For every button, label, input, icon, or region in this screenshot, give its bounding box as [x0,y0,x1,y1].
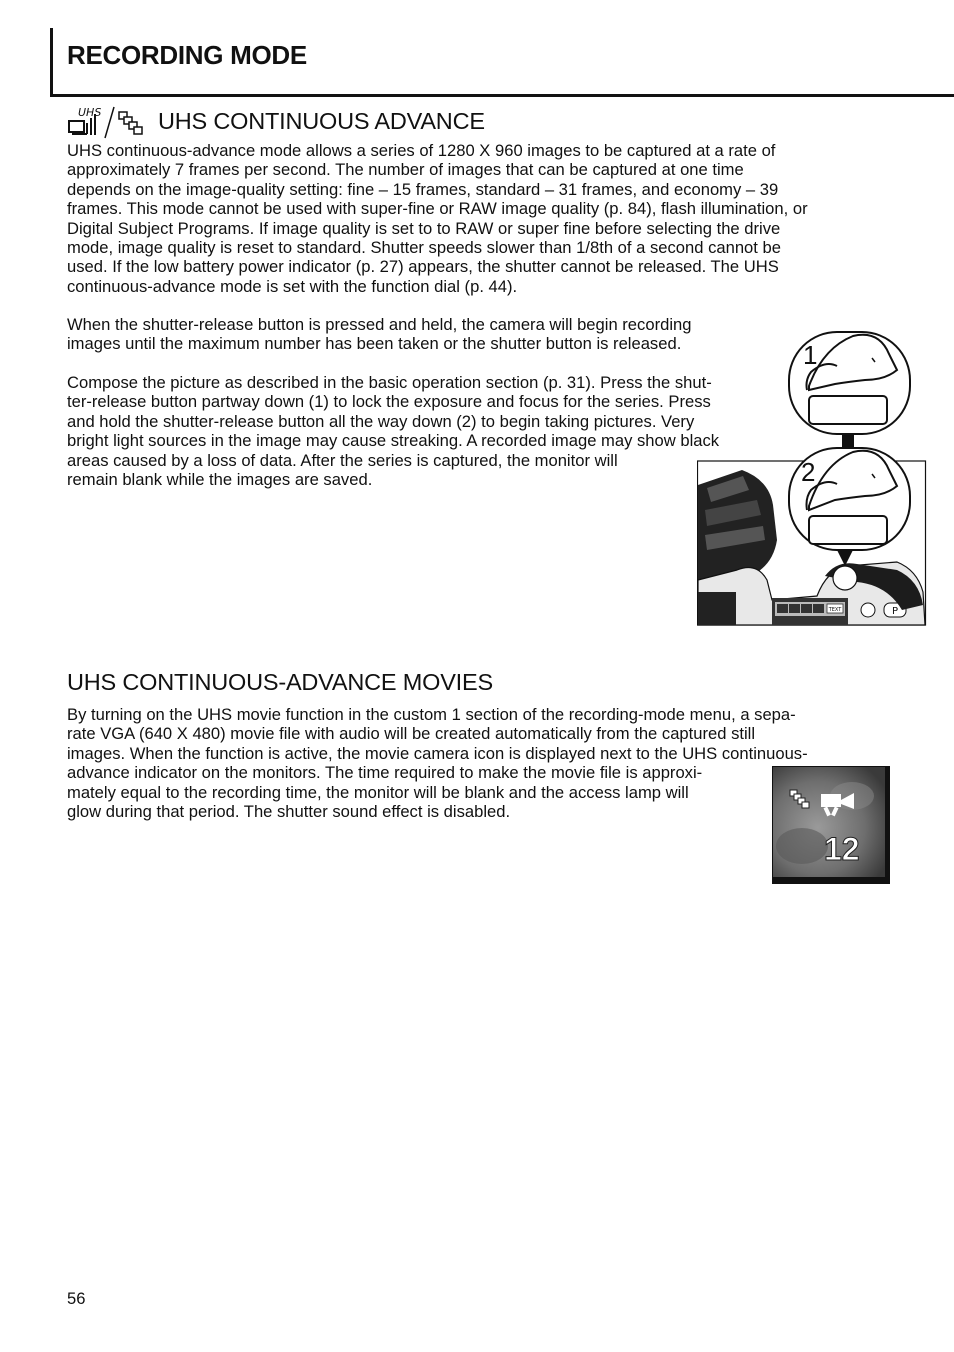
svg-text:P: P [891,606,899,617]
uhs-drive-mode-icon [67,104,149,140]
compose-picture-paragraph: Compose the picture as described in the basic operation section (p. 31). Press the shut- ter-release button partway down (1) to lock the exposure and focus for the series. Press and hold the shutter-release button all the way down (2) to begin taking pictures. Very bright light sources in the image may cause streaking. A recorded image may show black areas caused by a loss of data. After the series is captured, the monitor will remain blank while the images are saved. [67,373,720,490]
page-title: RECORDING MODE [67,40,307,70]
section-heading-uhs-continuous-advance: UHS CONTINUOUS ADVANCE [158,108,485,134]
monitor-display-thumbnail [772,766,890,884]
page-number: 56 [67,1289,86,1308]
svg-text:12: 12 [824,831,860,867]
svg-text:2: 2 [801,457,816,487]
svg-text:1: 1 [803,340,818,370]
uhs-movies-paragraph: By turning on the UHS movie function in the custom 1 section of the recording-mode menu, a sepa- rate VGA (640 X 480) movie file with audio will be created automatically from the captured still images. When the function is active, the movie camera icon is displayed next to the UHS continuous- advance indicator on the monitors. The time required to make the movie file is approxi- mately equal to the recording time, the monitor will be blank and the access lamp will glow during that period. The shutter sound effect is disabled. [67,705,808,822]
shutter-release-illustration [697,330,927,626]
svg-text:UHS: UHS [78,106,102,119]
section-heading-uhs-movies: UHS CONTINUOUS-ADVANCE MOVIES [67,669,493,695]
shutter-hold-paragraph: When the shutter-release button is pressed and held, the camera will begin recording images until the maximum number has been taken or the shutter button is released. [67,315,692,354]
header-rule-vertical [50,28,53,97]
uhs-description-paragraph: UHS continuous-advance mode allows a series of 1280 X 960 images to be captured at a rate of approximately 7 frames per second. The number of images that can be captured at one time depends on the image-quality setting: fine – 15 frames, standard – 31 frames, and economy – 39 frames. This mode cannot be used with super-fine or RAW image quality (p. 84), flash illumination, or Digital Subject Programs. If image quality is set to to RAW or super fine before selecting the drive mode, image quality is reset to standard. Shutter speeds slower than 1/8th of a second cannot be used. If the low battery power indicator (p. 27) appears, the shutter cannot be released. The UHS continuous-advance mode is set with the function dial (p. 44). [67,141,808,296]
svg-text:TEXT: TEXT [828,607,842,613]
header-rule-horizontal [50,94,954,97]
